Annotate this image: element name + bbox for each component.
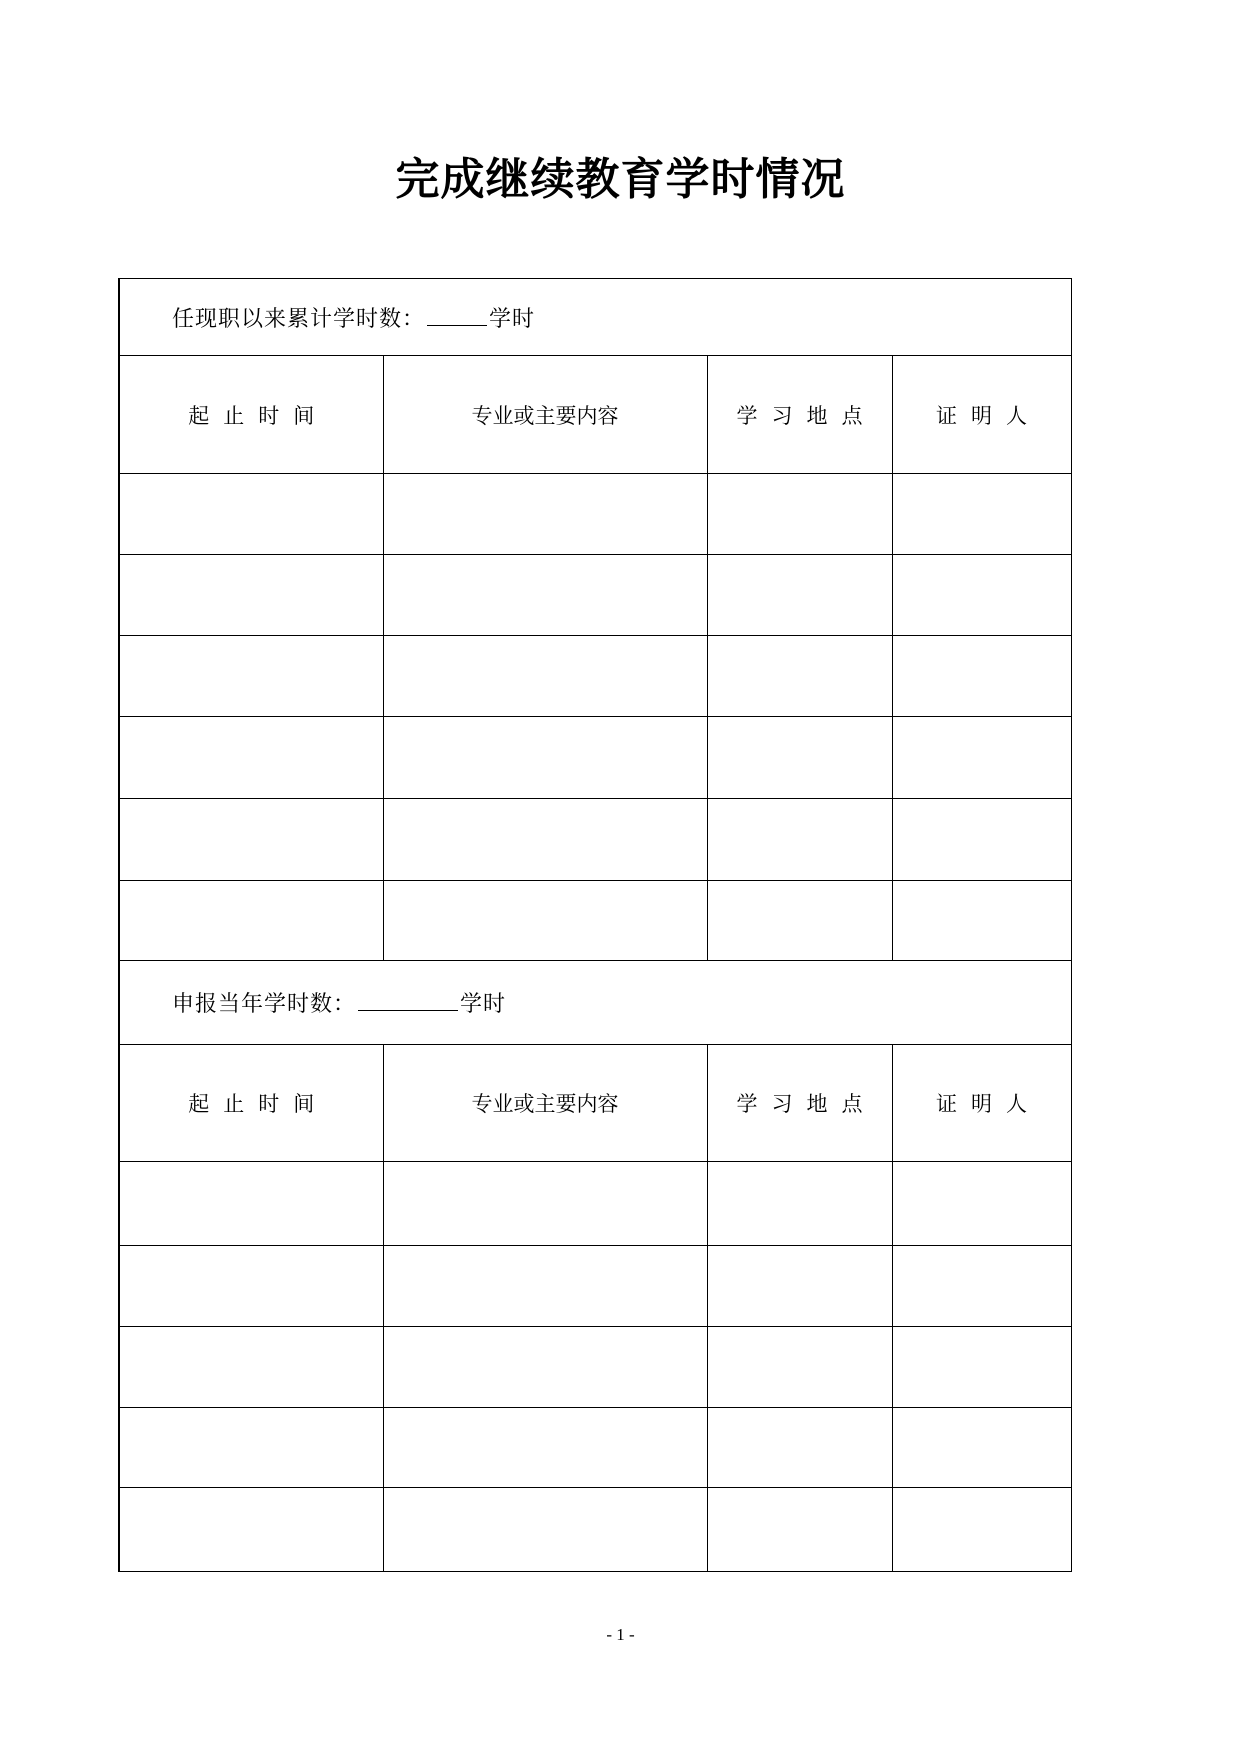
content-cell[interactable] xyxy=(383,1327,707,1408)
cumulative-hours-cell xyxy=(119,279,1071,356)
place-cell[interactable] xyxy=(707,1327,892,1408)
witness-cell[interactable] xyxy=(892,799,1071,881)
header-content xyxy=(383,1045,707,1162)
cumulative-hours-input[interactable] xyxy=(427,303,487,326)
table-header-row xyxy=(119,356,1071,474)
table-row xyxy=(119,474,1071,555)
witness-cell[interactable] xyxy=(892,1246,1071,1327)
table-row xyxy=(119,636,1071,717)
witness-cell[interactable] xyxy=(892,1327,1071,1408)
header-content-label: 专业或主要内容 xyxy=(471,403,619,428)
table-row xyxy=(119,881,1071,961)
current-year-hours-row xyxy=(119,961,1071,1045)
header-place-label: 学习地点 xyxy=(736,1092,877,1116)
time-cell[interactable] xyxy=(119,717,383,799)
header-content-label: 专业或主要内容 xyxy=(471,1092,619,1116)
header-witness xyxy=(892,356,1071,474)
place-cell[interactable] xyxy=(707,474,892,555)
content-cell[interactable] xyxy=(383,636,707,717)
witness-cell[interactable] xyxy=(892,1488,1071,1572)
header-content xyxy=(383,356,707,474)
place-cell[interactable] xyxy=(707,717,892,799)
table-row xyxy=(119,1246,1071,1327)
cumulative-hours-label: 任现职以来累计学时数： xyxy=(172,306,426,332)
table-row xyxy=(119,1408,1071,1488)
table-row xyxy=(119,1488,1071,1572)
time-cell[interactable] xyxy=(119,474,383,555)
content-cell[interactable] xyxy=(383,1246,707,1327)
header-witness-label: 证明人 xyxy=(936,403,1042,428)
content-cell[interactable] xyxy=(383,1488,707,1572)
header-time-label: 起止时间 xyxy=(188,403,329,428)
header-place xyxy=(707,356,892,474)
place-cell[interactable] xyxy=(707,881,892,961)
content-cell[interactable] xyxy=(383,717,707,799)
time-cell[interactable] xyxy=(119,636,383,717)
header-witness-label: 证明人 xyxy=(936,1092,1042,1116)
place-cell[interactable] xyxy=(707,1488,892,1572)
table-row xyxy=(119,1327,1071,1408)
current-year-hours-label: 申报当年学时数： xyxy=(172,992,357,1017)
place-cell[interactable] xyxy=(707,1408,892,1488)
content-cell[interactable] xyxy=(383,1162,707,1246)
table-row xyxy=(119,555,1071,636)
witness-cell[interactable] xyxy=(892,1408,1071,1488)
page-number: - 1 - xyxy=(606,1625,635,1644)
header-place-label: 学习地点 xyxy=(736,403,877,428)
cumulative-hours-row xyxy=(119,279,1071,356)
place-cell[interactable] xyxy=(707,555,892,636)
table-row xyxy=(119,1162,1071,1246)
time-cell[interactable] xyxy=(119,1246,383,1327)
table-row xyxy=(119,717,1071,799)
place-cell[interactable] xyxy=(707,1162,892,1246)
time-cell[interactable] xyxy=(119,1162,383,1246)
witness-cell[interactable] xyxy=(892,717,1071,799)
place-cell[interactable] xyxy=(707,1246,892,1327)
page-title: 完成继续教育学时情况 xyxy=(395,154,846,205)
content-cell[interactable] xyxy=(383,881,707,961)
header-time xyxy=(119,1045,383,1162)
time-cell[interactable] xyxy=(119,799,383,881)
header-witness xyxy=(892,1045,1071,1162)
witness-cell[interactable] xyxy=(892,1162,1071,1246)
header-time xyxy=(119,356,383,474)
time-cell[interactable] xyxy=(119,555,383,636)
education-hours-table xyxy=(118,278,1072,1572)
content-cell[interactable] xyxy=(383,555,707,636)
place-cell[interactable] xyxy=(707,636,892,717)
current-year-hours-input[interactable] xyxy=(358,988,458,1011)
witness-cell[interactable] xyxy=(892,474,1071,555)
content-cell[interactable] xyxy=(383,474,707,555)
time-cell[interactable] xyxy=(119,1488,383,1572)
witness-cell[interactable] xyxy=(892,881,1071,961)
current-year-hours-cell xyxy=(119,961,1071,1045)
current-year-hours-unit: 学时 xyxy=(460,992,507,1017)
witness-cell[interactable] xyxy=(892,636,1071,717)
time-cell[interactable] xyxy=(119,1408,383,1488)
table-header-row xyxy=(119,1045,1071,1162)
header-time-label: 起止时间 xyxy=(188,1092,329,1116)
time-cell[interactable] xyxy=(119,1327,383,1408)
header-place xyxy=(707,1045,892,1162)
content-cell[interactable] xyxy=(383,1408,707,1488)
time-cell[interactable] xyxy=(119,881,383,961)
cumulative-hours-unit: 学时 xyxy=(489,306,536,332)
place-cell[interactable] xyxy=(707,799,892,881)
table-row xyxy=(119,799,1071,881)
witness-cell[interactable] xyxy=(892,555,1071,636)
content-cell[interactable] xyxy=(383,799,707,881)
